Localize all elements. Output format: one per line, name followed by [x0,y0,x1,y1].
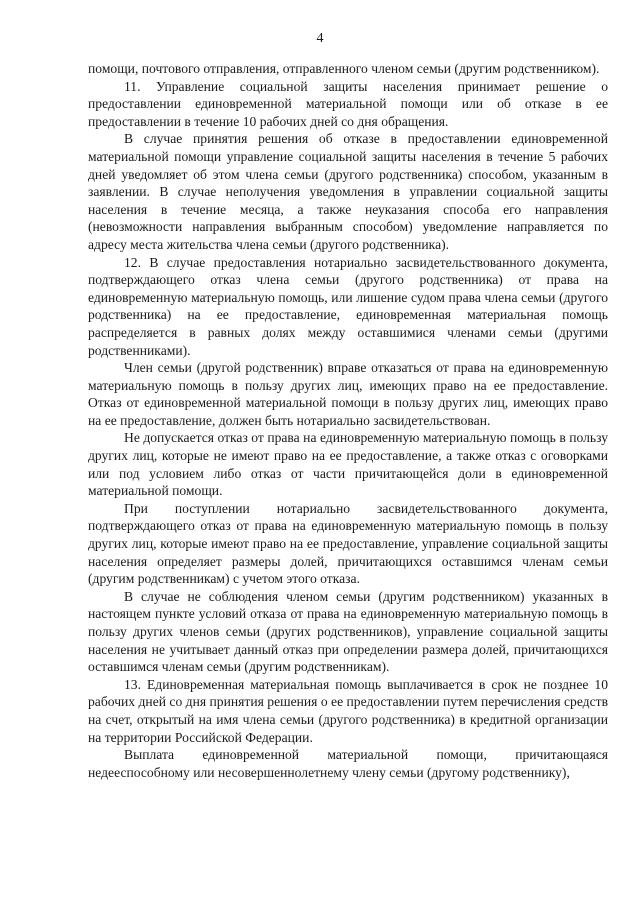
paragraph-noncompliance: В случае не соблюдения членом семьи (другим родственником) указанных в настоящем пункте условий отказа от права на единовременную материальную помощь в пользу других членов семьи (других родственников), управление социальной защиты населения не учитывает данный отказ при определении размера долей, причитающихся оставшимся членам семьи (другим родственникам). [88,588,608,675]
paragraph-payment-incapable: Выплата единовременной материальной помощи, причитающаяся недееспособному или несовершеннолетнему члену семьи (другому родственнику), [88,747,608,780]
paragraph-waiver-restrictions: Не допускается отказ от права на единовременную материальную помощь в пользу других лиц, которые не имеют право на ее предоставление, а также отказ с оговорками или под условием либо отказ от части причитающейся доли в единовременной материальной помощи. [88,430,608,499]
paragraph-continuation: помощи, почтового отправления, отправленного членом семьи (другим родственником). [88,61,600,76]
paragraph-share-determination: При поступлении нотариально засвидетельствованного документа, подтверждающего отказ от права на единовременную материальную помощь в пользу других лиц, которые имеют право на ее предоставление, управление социальной защиты населения определяет размеры долей, причитающихся оставшимся членам семьи (другим родственникам) с учетом этого отказа. [88,500,608,587]
document-body [88,60,608,781]
paragraph-item-13: 13. Единовременная материальная помощь выплачивается в срок не позднее 10 рабочих дней со дня принятия решения о ее предоставлении путем перечисления средств на счет, открытый на имя члена семьи (другого родственника) в кредитной организации на территории Российской Федерации. [88,676,608,745]
paragraph-refusal-notice: В случае принятия решения об отказе в предоставлении единовременной материальной помощи управление социальной защиты населения в течение 5 рабочих дней уведомляет об этом члена семьи (другого родственника) способом, указанным в заявлении. В случае неполучения уведомления в управлении социальной защиты населения в течение месяца, а также неуказания способа его направления (невозможности направления выбранным способом) уведомление направляется по адресу места жительства члена семьи (другого родственника). [88,131,608,252]
paragraph-item-11: 11. Управление социальной защиты населения принимает решение о предоставлении единовременной материальной помощи или об отказе в ее предоставлении в течение 10 рабочих дней со дня обращения. [88,78,608,129]
paragraph-waiver-right: Член семьи (другой родственник) вправе отказаться от права на единовременную материальную помощь в пользу других лиц, имеющих право на ее предоставление. Отказ от единовременной материальной помощи в пользу других лиц, имеющих право на ее предоставление, должен быть нотариально засвидетельствован. [88,360,608,428]
page-number: 4 [316,31,324,46]
paragraph-item-12: 12. В случае предоставления нотариально засвидетельствованного документа, подтверждающего отказ члена семьи (другого родственника) от права на единовременную материальную помощь, или лишение судом права члена семьи (другого родственника) на ее предоставление, единовременная материальная помощь распределяется в равных долях между оставшимися членами семьи (другими родственниками). [88,254,608,358]
